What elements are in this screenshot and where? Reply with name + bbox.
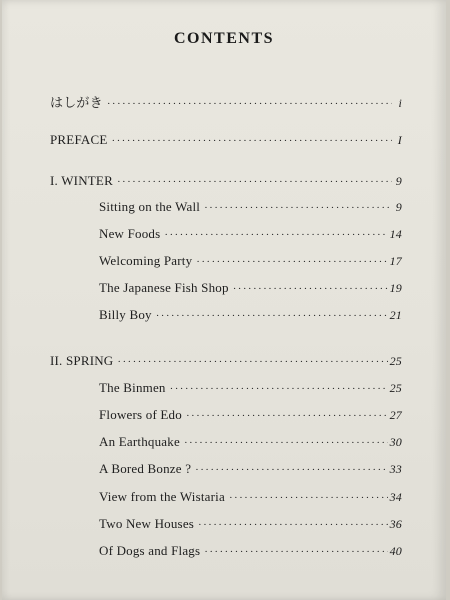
toc-section-flowers-of-edo xyxy=(99,407,402,425)
toc-section-sitting-on-the-wall xyxy=(99,199,402,217)
toc-entry-page: 30 xyxy=(389,435,402,449)
page-title: CONTENTS xyxy=(173,30,275,47)
dot-leader xyxy=(233,283,388,295)
toc-section-the-binmen xyxy=(99,380,402,398)
toc-section-new-foods xyxy=(99,226,402,244)
toc-entry-page: 9 xyxy=(395,174,402,188)
toc-chapter-spring xyxy=(50,353,402,371)
toc-entry-page: 21 xyxy=(389,308,402,322)
toc-entry-page: 27 xyxy=(389,408,402,422)
toc-entry-label: The Japanese Fish Shop xyxy=(99,280,229,295)
toc-entry-page: 25 xyxy=(389,381,402,395)
toc-entry-page: i xyxy=(398,96,402,110)
toc-section-of-dogs-and-flags xyxy=(99,543,402,561)
toc-entry-label: New Foods xyxy=(99,226,161,241)
toc-entry-page: 9 xyxy=(395,200,402,214)
toc-entry-page: 25 xyxy=(389,354,402,368)
toc-section-japanese-fish-shop xyxy=(99,280,402,298)
toc-entry-page: I xyxy=(397,133,402,147)
dot-leader xyxy=(184,437,388,449)
toc-entry-label: An Earthquake xyxy=(99,434,180,449)
dot-leader xyxy=(117,176,392,188)
dot-leader xyxy=(164,229,387,241)
toc-entry-label: Sitting on the Wall xyxy=(99,199,201,214)
toc-entry-label: View from the Wistaria xyxy=(99,489,225,504)
toc-entry-label: Billy Boy xyxy=(99,307,152,322)
toc-entry-hashigaki xyxy=(50,92,402,110)
toc-section-billy-boy xyxy=(99,307,402,325)
toc-entry-label: はしがき xyxy=(50,95,103,110)
toc-entry-label: Of Dogs and Flags xyxy=(99,543,201,558)
toc-entry-label: II. SPRING xyxy=(50,353,114,368)
dot-leader xyxy=(112,135,392,147)
toc-section-an-earthquake xyxy=(99,434,402,452)
toc-entry-page: 14 xyxy=(389,227,402,241)
toc-section-view-from-the-wistaria xyxy=(99,489,402,507)
toc-entry-label: Two New Houses xyxy=(99,516,195,531)
dot-leader xyxy=(196,256,387,268)
dot-leader xyxy=(107,98,392,110)
book-page xyxy=(2,0,446,600)
toc-entry-page: 34 xyxy=(389,490,402,504)
toc-entry-page: 17 xyxy=(389,254,402,268)
toc-entry-preface xyxy=(50,132,402,150)
dot-leader xyxy=(156,310,388,322)
dot-leader xyxy=(195,464,387,476)
toc-entry-label: A Bored Bonze ? xyxy=(99,461,192,476)
toc-entry-label: Welcoming Party xyxy=(99,253,193,268)
toc-entry-label: I. WINTER xyxy=(50,173,113,188)
toc-entry-page: 19 xyxy=(389,281,402,295)
toc-entry-page: 36 xyxy=(389,517,402,531)
toc-section-welcoming-party xyxy=(99,253,402,271)
dot-leader xyxy=(229,492,388,504)
dot-leader xyxy=(117,356,387,368)
toc-entry-label: Flowers of Edo xyxy=(99,407,182,422)
dot-leader xyxy=(186,410,388,422)
toc-entry-page: 40 xyxy=(389,544,402,558)
toc-section-a-bored-bonze xyxy=(99,461,402,479)
dot-leader xyxy=(204,202,392,214)
toc-chapter-winter xyxy=(50,173,402,191)
toc-section-two-new-houses xyxy=(99,516,402,534)
dot-leader xyxy=(198,519,388,531)
dot-leader xyxy=(204,546,387,558)
toc-entry-label: The Binmen xyxy=(99,380,166,395)
toc-entry-label: PREFACE xyxy=(50,132,108,147)
dot-leader xyxy=(170,383,388,395)
toc-entry-page: 33 xyxy=(389,462,402,476)
